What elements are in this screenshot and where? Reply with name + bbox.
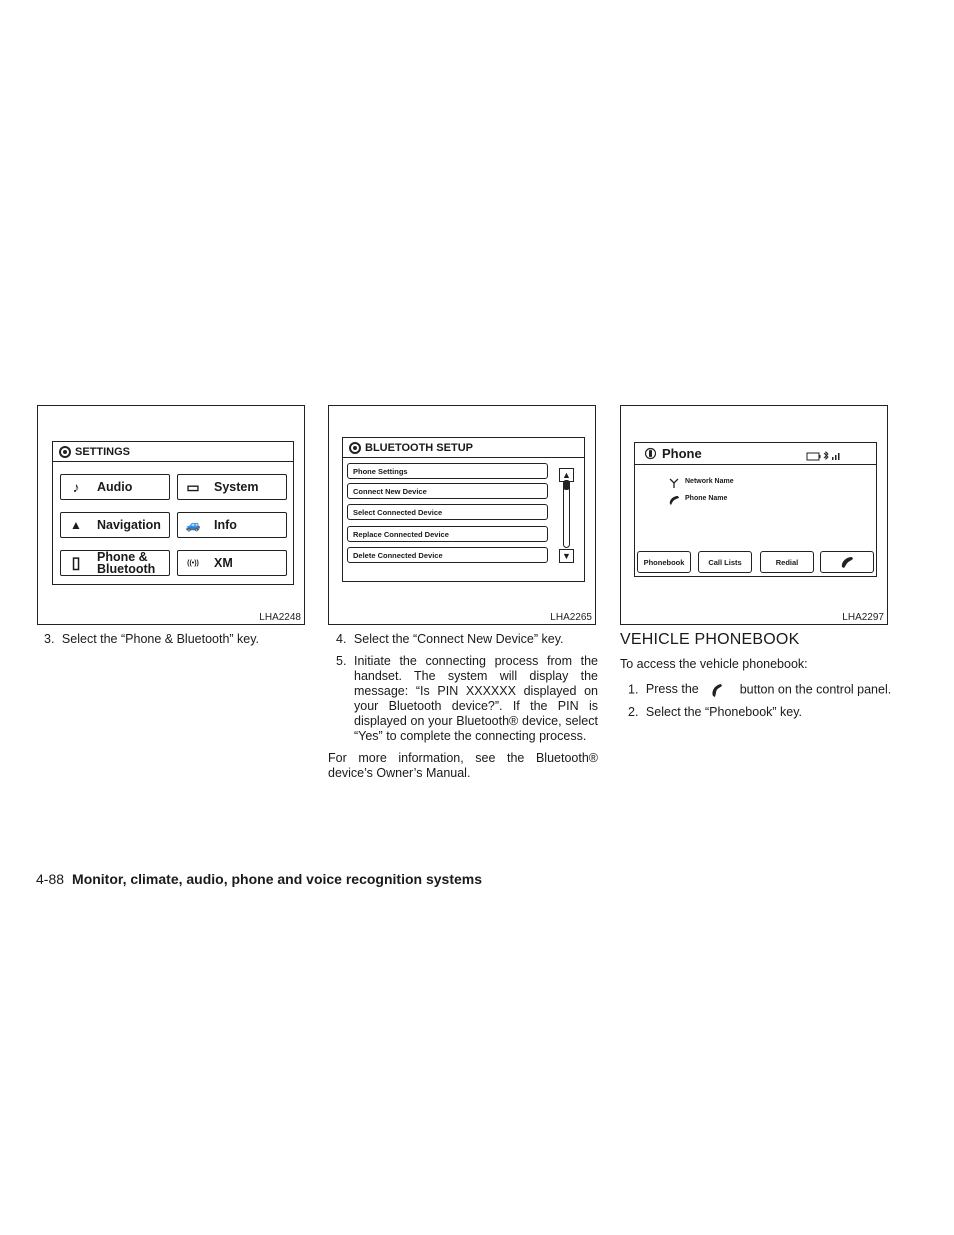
navigation-key-label: Navigation (97, 518, 161, 532)
bluetooth-setup-title: BLUETOOTH SETUP (365, 441, 473, 454)
phone-title-bar (635, 443, 876, 465)
satellite-radio-icon: ((•)) (187, 559, 199, 567)
phone-bluetooth-key-label (91, 551, 155, 575)
car-icon: 🚙 (185, 518, 201, 532)
step-2-text: Select the “Phonebook” key. (645, 705, 803, 719)
intro-text: To access the vehicle phonebook: (620, 657, 808, 671)
figure-bluetooth-setup (328, 405, 596, 625)
navigation-key[interactable] (60, 512, 170, 538)
xm-key-label: XM (214, 556, 233, 570)
phone-settings-item[interactable]: Phone Settings (347, 463, 548, 479)
audio-key[interactable] (60, 474, 170, 500)
call-lists-button[interactable]: Call Lists (698, 551, 752, 573)
phone-name-label: Phone Name (685, 495, 728, 502)
monitor-icon: ▭ (186, 478, 200, 495)
section-heading: VEHICLE PHONEBOOK (620, 631, 800, 648)
info-key[interactable] (177, 512, 287, 538)
settings-title: SETTINGS (75, 445, 131, 458)
step-4-text: Select the “Connect New Device” key. (353, 632, 564, 646)
step-5-text: Initiate the connecting process from the handset. The system will display the message: “Is PIN XXXXXX displayed on your Bluetooth device?”. If the PIN is displayed on your Bluetooth® device, select “Yes” to complete the connecting process. (354, 654, 598, 743)
figure-code: LHA2297 (842, 612, 884, 623)
navigation-arrow-icon: ▲ (70, 518, 82, 532)
phone-handset-circle-icon (645, 447, 656, 460)
mobile-phone-icon: ▯ (71, 555, 81, 572)
xm-key[interactable] (177, 550, 287, 576)
step-3-number: 3. (44, 632, 55, 646)
scrollbar-thumb[interactable] (563, 480, 570, 490)
step-2-number: 2. (628, 705, 639, 719)
phone-call-icon (840, 555, 854, 569)
phone-icon (668, 494, 680, 506)
step-3 (44, 632, 284, 647)
phonebook-button[interactable]: Phonebook (637, 551, 691, 573)
phone-title: Phone (662, 446, 702, 461)
scroll-up-button[interactable]: ▲ (559, 468, 574, 482)
delete-connected-device-item[interactable]: Delete Connected Device (347, 547, 548, 563)
step-5 (336, 654, 598, 744)
bluetooth-setup-screen (342, 437, 585, 582)
status-icons (806, 451, 842, 461)
step-2 (628, 705, 898, 720)
info-key-label: Info (214, 518, 237, 532)
settings-screen (52, 441, 294, 585)
gear-icon (59, 446, 71, 458)
page-footer (36, 871, 482, 887)
scrollbar-track[interactable] (563, 480, 570, 548)
figure-settings (37, 405, 305, 625)
step-4-number: 4. (336, 632, 347, 646)
step-1-number: 1. (628, 682, 639, 697)
step-1 (628, 682, 898, 698)
step-1-text-a: Press the (645, 682, 699, 697)
step-3-text: Select the “Phone & Bluetooth” key. (61, 632, 260, 646)
connect-new-device-item[interactable]: Connect New Device (347, 483, 548, 499)
phone-button-icon (710, 682, 724, 698)
more-info-paragraph: For more information, see the Bluetooth® device’s Owner’s Manual. (328, 751, 598, 780)
phone-screen (634, 442, 877, 577)
step-4 (336, 632, 598, 647)
scroll-down-button[interactable]: ▼ (559, 549, 574, 563)
step-1-text-b: button on the control panel. (739, 682, 892, 697)
call-button[interactable] (820, 551, 874, 573)
bluetooth-setup-title-bar (343, 438, 584, 458)
antenna-icon (669, 478, 679, 489)
phone-bluetooth-key[interactable] (60, 550, 170, 576)
system-key[interactable] (177, 474, 287, 500)
music-note-icon: ♪ (72, 479, 80, 495)
figure-code: LHA2265 (550, 612, 592, 623)
audio-key-label: Audio (97, 480, 133, 494)
gear-icon (349, 442, 361, 454)
phone-bluetooth-label-line1: Phone & (97, 550, 148, 564)
phone-bluetooth-label-line2: Bluetooth (97, 562, 156, 576)
replace-connected-device-item[interactable]: Replace Connected Device (347, 526, 548, 542)
page-number: 4-88 (36, 871, 65, 887)
select-connected-device-item[interactable]: Select Connected Device (347, 504, 548, 520)
network-name-label: Network Name (685, 478, 734, 485)
settings-title-bar (53, 442, 293, 462)
system-key-label: System (214, 480, 259, 494)
chapter-title: Monitor, climate, audio, phone and voice recognition systems (72, 871, 482, 887)
step-5-number: 5. (336, 654, 347, 668)
figure-code: LHA2248 (259, 612, 301, 623)
redial-button[interactable]: Redial (760, 551, 814, 573)
figure-phone (620, 405, 888, 625)
